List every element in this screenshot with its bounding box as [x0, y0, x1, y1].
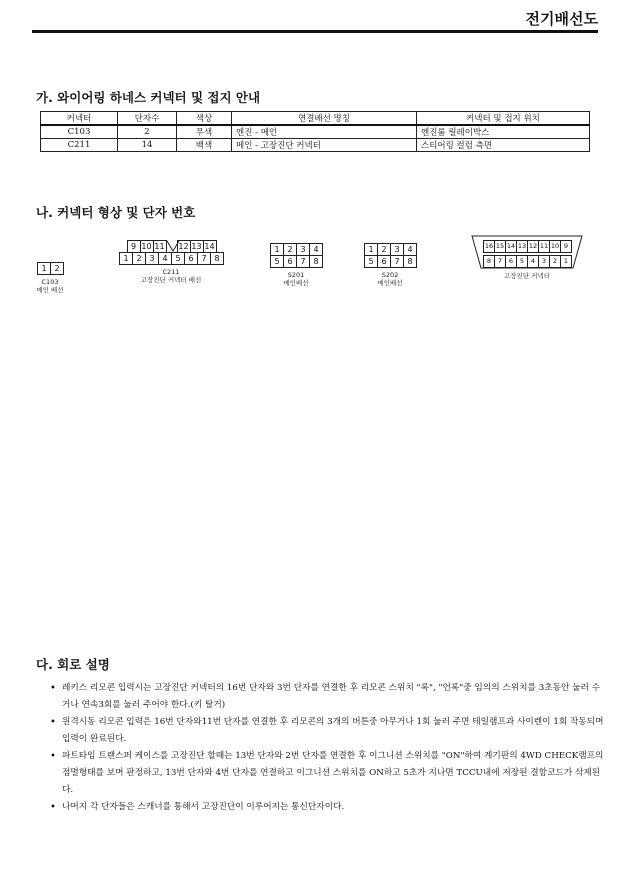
pin: 13 [516, 240, 528, 253]
pin: 3 [145, 252, 159, 265]
list-item: • 원격시동 리모콘 입력은 16번 단자와11번 단자를 연결한 후 리모콘의 3개의 버튼중 아무거나 1회 눌러 주면 테일램프과 사이렌이 1회 작동되며 입력이 완료된다. [50, 714, 605, 748]
pin: 8 [403, 255, 417, 268]
table-header-cell: 연결배선 명칭 [232, 112, 417, 126]
pin: 13 [191, 242, 202, 251]
pin: 11 [154, 242, 165, 251]
table-cell: C211 [41, 139, 118, 152]
connector-code: S201 [287, 271, 305, 279]
table-cell: 스티어링 컬럼 측면 [417, 139, 590, 152]
pin: 1 [119, 252, 133, 265]
section-c-title: 다. 회로 설명 [36, 657, 110, 672]
connector-diagnostic [479, 240, 575, 280]
pin: 7 [494, 255, 506, 268]
pin: 4 [527, 255, 539, 268]
pin: 15 [494, 240, 506, 253]
table-header-cell: 단자수 [118, 112, 177, 126]
table-header-cell: 커넥터 [41, 112, 118, 126]
table-cell: 백색 [177, 139, 232, 152]
connector-name: 메인 배선 [36, 286, 64, 294]
table-cell: 14 [118, 139, 177, 152]
list-item: • 레키스 리모콘 입력시는 고장진단 커넥터의 16번 단자와 3번 단자를 연결한 후 리모콘 스위치 "록", "언록"중 임의의 스위치를 3초동안 눌러 수거나 연속3회를 눌러 주어야 한다.(키 탈거) [50, 680, 605, 714]
pin: 2 [132, 252, 146, 265]
pin: 4 [403, 243, 417, 256]
pin: 1 [560, 255, 572, 268]
pin: 4 [309, 243, 323, 256]
pin: 6 [184, 252, 198, 265]
pin: 2 [283, 243, 297, 256]
pin: 12 [178, 242, 189, 251]
table-cell: 메인 - 고장진단 커넥터 [232, 139, 417, 152]
table-cell: 2 [118, 125, 177, 139]
pin: 1 [270, 243, 284, 256]
table-row [41, 125, 590, 139]
pin: 5 [516, 255, 528, 268]
pin: 9 [560, 240, 572, 253]
pin: 1 [364, 243, 378, 256]
pin: 5 [270, 255, 284, 268]
pin: 16 [483, 240, 495, 253]
pin: 3 [538, 255, 550, 268]
pin: 5 [171, 252, 185, 265]
pin: 2 [549, 255, 561, 268]
header-rule [32, 30, 598, 33]
connector-name: 메인배선 [377, 279, 403, 287]
table-header-row [41, 112, 590, 126]
pin: 7 [197, 252, 211, 265]
pin: 2 [50, 262, 64, 275]
list-item: • 나머지 각 단자들은 스캐너를 통해서 고장진단이 이루어지는 통신단자이다. [50, 799, 605, 816]
connector-s202 [357, 243, 423, 287]
table-cell: C103 [41, 125, 118, 139]
pin: 8 [483, 255, 495, 268]
pin: 3 [296, 243, 310, 256]
connector-name: 고장진단 커넥터 [503, 272, 551, 280]
connector-code: S202 [381, 271, 399, 279]
connector-c103 [30, 256, 70, 294]
pin: 14 [204, 242, 215, 251]
table-row [41, 139, 590, 152]
pin: 6 [377, 255, 391, 268]
pin: 9 [127, 240, 141, 253]
pin: 12 [527, 240, 539, 253]
pin: 4 [158, 252, 172, 265]
table-header-cell: 커넥터 및 접지 위치 [417, 112, 590, 126]
table-cell: 엔진룸 릴레이박스 [417, 125, 590, 139]
pin: 10 [141, 242, 152, 251]
connector-name: 메인배선 [283, 279, 309, 287]
pin: 11 [538, 240, 550, 253]
pin: 8 [210, 252, 224, 265]
pin: 5 [364, 255, 378, 268]
table-header-cell: 색상 [177, 112, 232, 126]
pin: 7 [390, 255, 404, 268]
page-header-title: 전기배선도 [525, 10, 598, 28]
pin: 6 [283, 255, 297, 268]
table-cell: 무색 [177, 125, 232, 139]
table-cell: 엔진 - 메인 [232, 125, 417, 139]
connector-table [40, 111, 590, 152]
pin: 14 [505, 240, 517, 253]
pin: 1 [37, 262, 51, 275]
pin: 6 [505, 255, 517, 268]
pin: 2 [377, 243, 391, 256]
connector-code: C103 [41, 278, 59, 286]
circuit-description-list [50, 680, 605, 816]
connector-code: C211 [162, 268, 180, 276]
pin: 10 [549, 240, 561, 253]
list-item: • 파트타임 트랜스퍼 케이스를 고장진단 할때는 13번 단자와 2번 단자를 연결한 후 이그니션 스위치를 "ON"하여 계기판의 4WD CHECK램프의 점멸형태를 보며 판정하고, 13번 단자와 4번 단자를 연결하고 이그니션 스위치를 ON하고 5초가 지나면 TCCU내에 저장된 결함코드가 삭제된다. [50, 748, 605, 799]
section-b-title: 나. 커넥터 형상 및 단자 번호 [36, 205, 196, 220]
pin: 7 [296, 255, 310, 268]
connector-s201 [263, 243, 329, 287]
connector-name: 고장진단 커넥터 배선 [140, 276, 202, 284]
pin: 3 [390, 243, 404, 256]
pin: 8 [309, 255, 323, 268]
section-a-title: 가. 와이어링 하네스 커넥터 및 접지 안내 [36, 90, 261, 105]
connector-c211 [110, 240, 232, 284]
